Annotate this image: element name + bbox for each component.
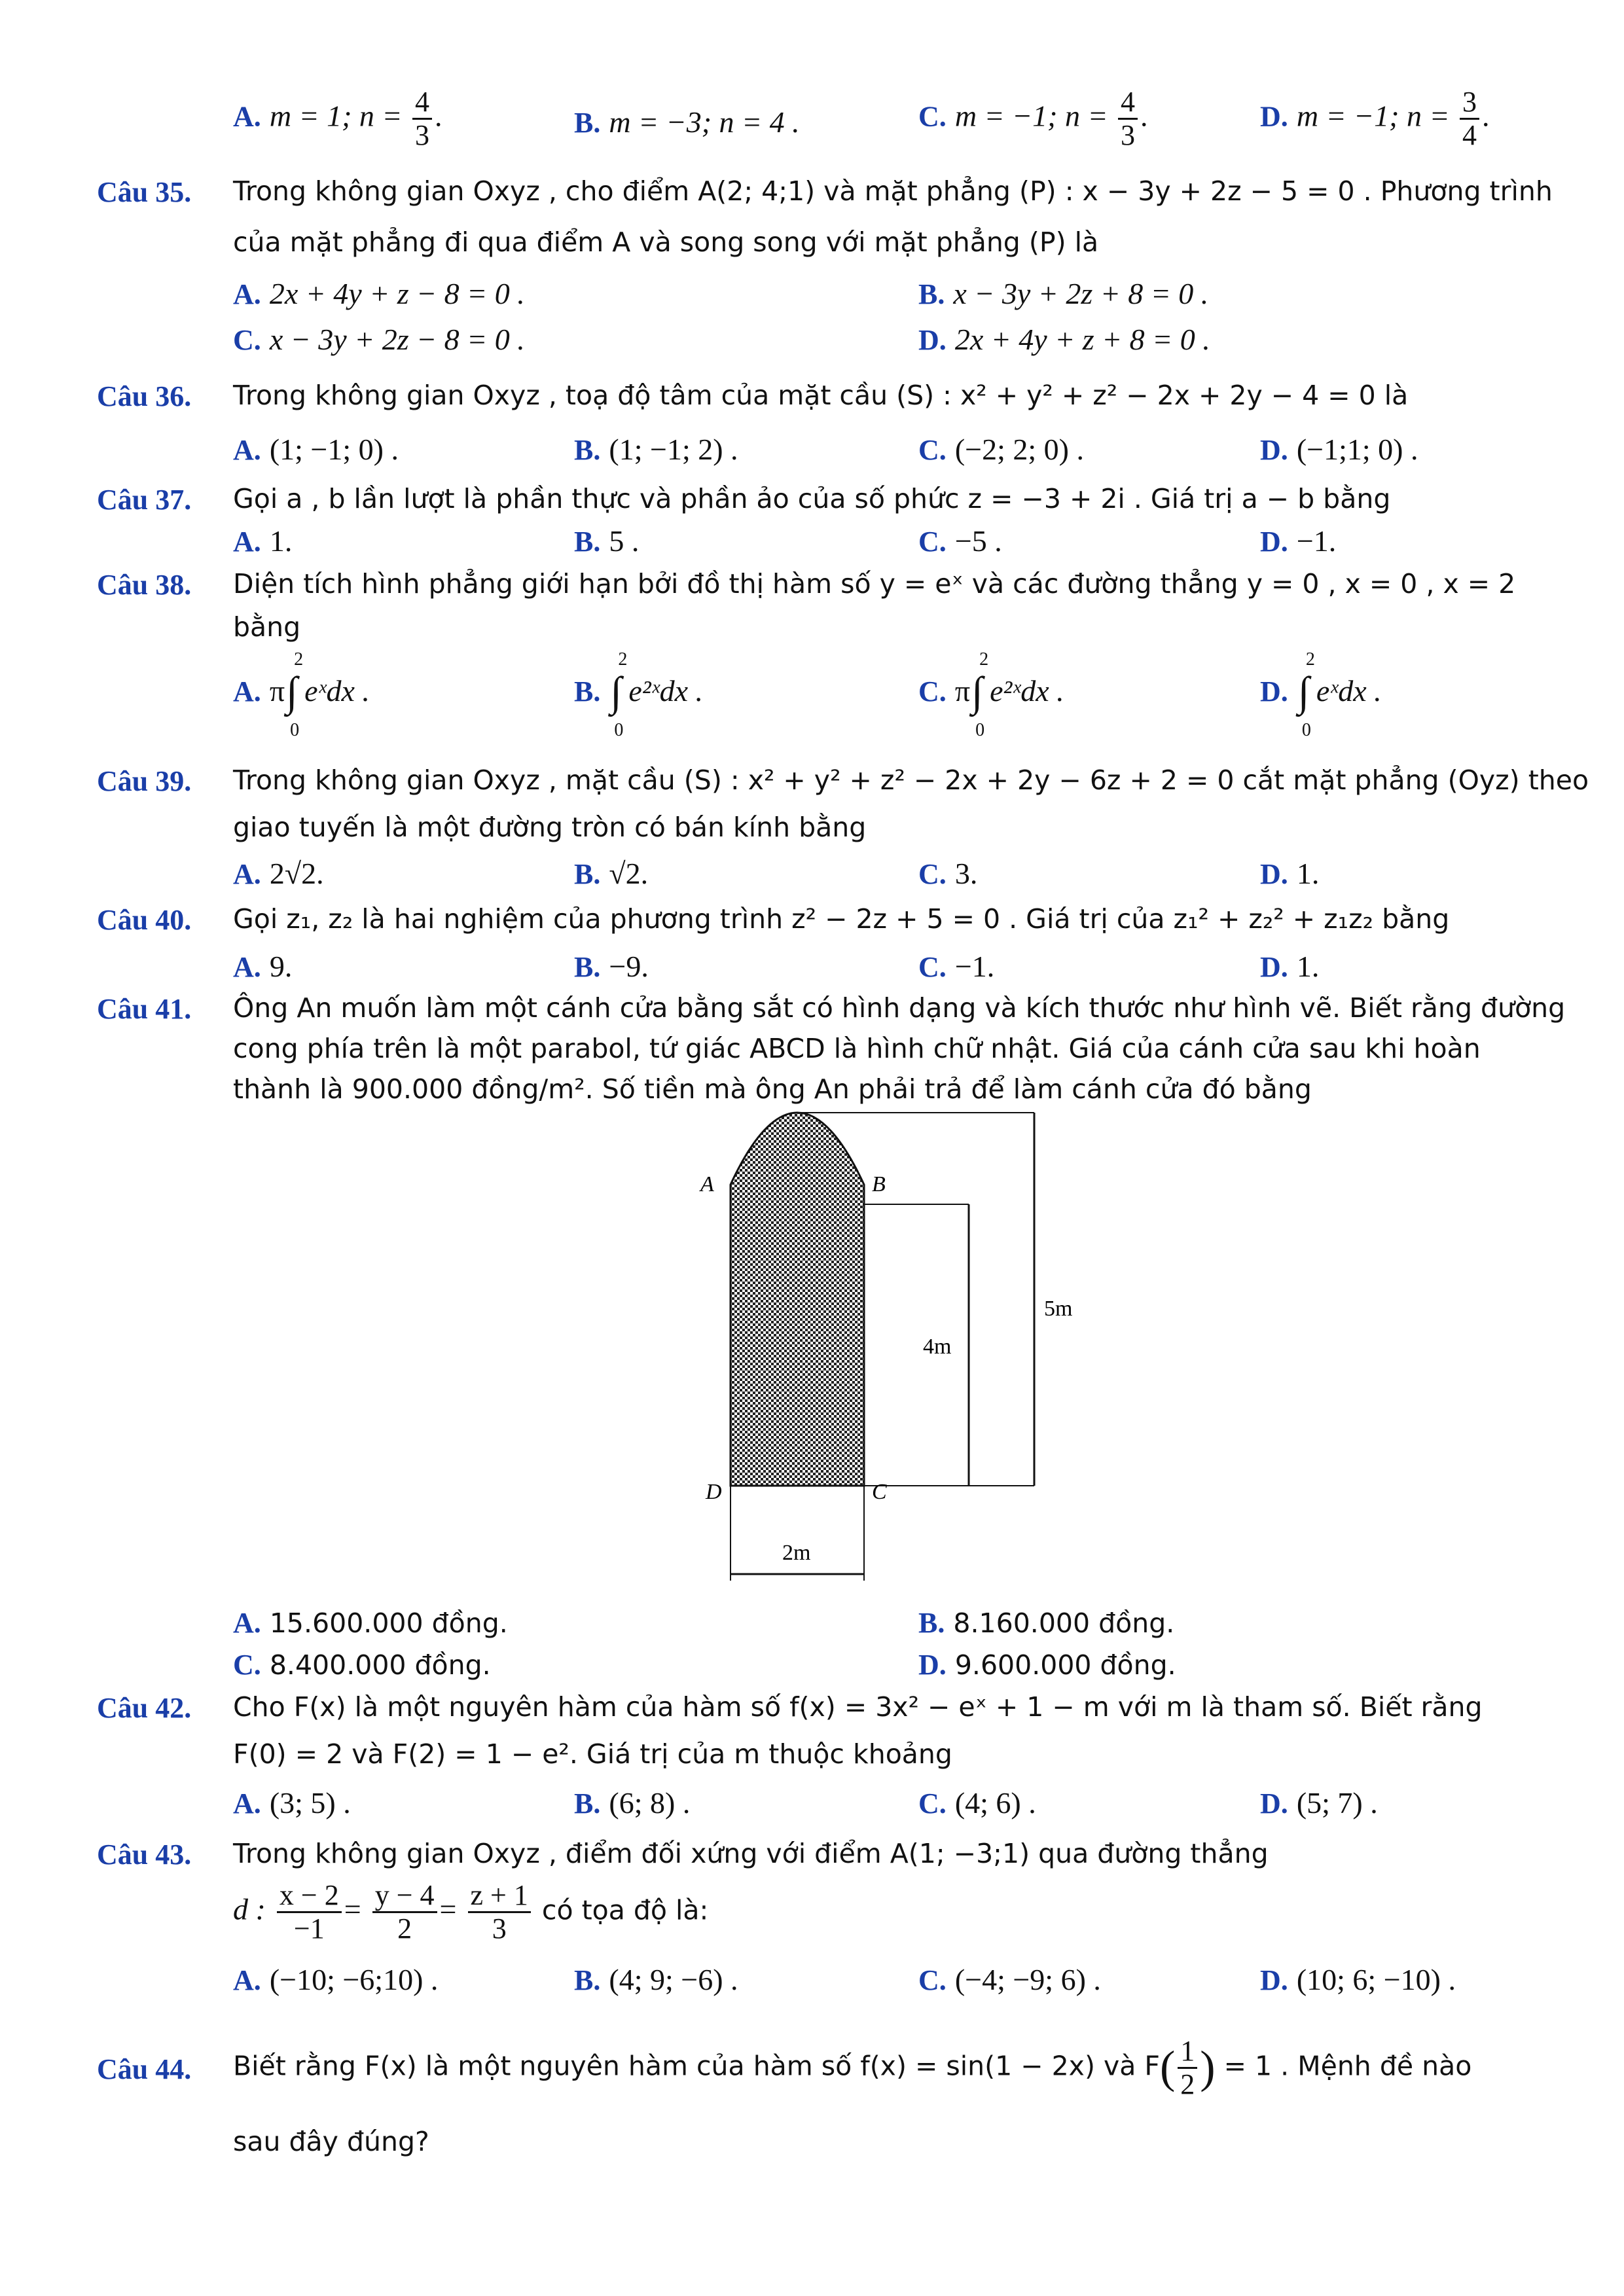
q34-option-c[interactable]: C. m = −1; n = $\frac{4}{3}$ . bbox=[918, 86, 1148, 151]
option-text: 1. bbox=[1296, 950, 1320, 983]
line-name: d : bbox=[233, 1892, 266, 1926]
option-text: 5 . bbox=[609, 524, 640, 558]
door-shape bbox=[731, 1113, 864, 1486]
q40-option-d[interactable] bbox=[1260, 949, 1319, 984]
question-text: F(0) = 2 và F(2) = 1 − e². Giá trị của m thuộc khoảng bbox=[233, 1738, 952, 1770]
option-text: (−1;1; 0) . bbox=[1296, 433, 1418, 466]
question-label: Câu 35. bbox=[97, 176, 192, 208]
line-equation: d : $\frac{x - 2}{-1}$ = $\frac{y - 4}{2}$ = $\frac{z + 1}{3}$ có tọa độ là: bbox=[233, 1879, 709, 1945]
option-label: A. bbox=[233, 1607, 261, 1639]
option-label: D. bbox=[1260, 951, 1288, 983]
option-text: 1. bbox=[1296, 857, 1320, 890]
option-text: √2. bbox=[609, 857, 649, 890]
option-label: B. bbox=[574, 434, 601, 466]
option-label: D. bbox=[1260, 858, 1288, 890]
q34-option-d[interactable]: D. m = −1; n = $\frac{3}{4}$ . bbox=[1260, 86, 1490, 151]
option-text: 1. bbox=[269, 524, 293, 558]
q36-option-d[interactable] bbox=[1260, 432, 1418, 467]
option-label: C. bbox=[233, 324, 261, 356]
q37-option-d[interactable] bbox=[1260, 524, 1336, 558]
option-text: (6; 8) . bbox=[609, 1786, 691, 1820]
q40-option-c[interactable] bbox=[918, 949, 994, 984]
option-text: (10; 6; −10) . bbox=[1296, 1963, 1456, 1996]
option-text: m = −1; n = bbox=[1296, 99, 1457, 133]
option-label: C. bbox=[918, 526, 947, 558]
question-text: Trong không gian Oxyz , toạ độ tâm của mặt cầu (S) : x² + y² + z² − 2x + 2y − 4 = 0 là bbox=[233, 380, 1409, 411]
q41-option-a[interactable] bbox=[233, 1606, 508, 1640]
integral-sign: 2 ∫ 0 bbox=[610, 649, 628, 740]
option-label: C. bbox=[918, 951, 947, 983]
option-text: 2√2. bbox=[269, 857, 324, 890]
option-label: A. bbox=[233, 278, 261, 310]
question-label: Câu 42. bbox=[97, 1692, 192, 1724]
option-label: A. bbox=[233, 100, 261, 133]
option-label: B. bbox=[918, 278, 945, 310]
q35-option-c[interactable] bbox=[233, 322, 525, 357]
option-text: 9. bbox=[269, 950, 293, 983]
q34-option-a[interactable]: A. m = 1; n = $\frac{4}{3}$ . bbox=[233, 86, 442, 151]
option-label: C. bbox=[233, 1649, 261, 1681]
q36-option-b[interactable] bbox=[574, 432, 738, 467]
q37-option-b[interactable] bbox=[574, 524, 639, 558]
option-text: m = −1; n = bbox=[954, 99, 1115, 133]
option-text: eˣdx . bbox=[304, 674, 370, 708]
q40-option-b[interactable] bbox=[574, 949, 649, 984]
option-text: 8.400.000 đồng. bbox=[269, 1649, 491, 1681]
option-label: A. bbox=[233, 434, 261, 466]
option-text: 9.600.000 đồng. bbox=[954, 1649, 1176, 1681]
fraction: $\frac{1}{2}$ bbox=[1178, 2036, 1197, 2100]
option-text: (3; 5) . bbox=[269, 1786, 351, 1820]
option-text: −5 . bbox=[954, 524, 1002, 558]
option-label: B. bbox=[918, 1607, 945, 1639]
option-text: (4; 9; −6) . bbox=[609, 1963, 738, 1996]
option-text: (−10; −6;10) . bbox=[269, 1963, 439, 1996]
option-label: C. bbox=[918, 434, 947, 466]
label-2m: 2m bbox=[782, 1541, 811, 1565]
q36-option-a[interactable] bbox=[233, 432, 399, 467]
q41-option-b[interactable] bbox=[918, 1606, 1174, 1640]
question-label: Câu 37. bbox=[97, 484, 192, 516]
question-label: Câu 39. bbox=[97, 765, 192, 797]
option-label: D. bbox=[1260, 526, 1288, 558]
option-text: (−4; −9; 6) . bbox=[954, 1963, 1101, 1996]
option-label: B. bbox=[574, 951, 601, 983]
option-text: e²ˣdx . bbox=[990, 674, 1064, 708]
point-c-label: C bbox=[872, 1480, 887, 1504]
option-text: −9. bbox=[609, 950, 649, 983]
option-text: 15.600.000 đồng. bbox=[269, 1607, 508, 1639]
q43-option-b[interactable] bbox=[574, 1962, 738, 1997]
integral-sign: 2 ∫ 0 bbox=[286, 649, 304, 740]
question-text: cong phía trên là một parabol, tứ giác ABCD là hình chữ nhật. Giá của cánh cửa sau khi hoàn bbox=[233, 1033, 1481, 1064]
door-figure bbox=[687, 1106, 1106, 1590]
question-text: Cho F(x) là một nguyên hàm của hàm số f(x) = 3x² − eˣ + 1 − m với m là tham số. Biết rằng bbox=[233, 1691, 1483, 1723]
option-text: (1; −1; 2) . bbox=[609, 433, 738, 466]
q43-option-c[interactable] bbox=[918, 1962, 1101, 1997]
option-label: C. bbox=[918, 1964, 947, 1996]
q35-option-d[interactable] bbox=[918, 322, 1210, 357]
option-label: B. bbox=[574, 1787, 601, 1820]
q41-option-c[interactable] bbox=[233, 1648, 491, 1681]
q36-option-c[interactable] bbox=[918, 432, 1084, 467]
question-label: Câu 43. bbox=[97, 1839, 192, 1871]
pi-symbol: π bbox=[954, 674, 971, 708]
question-text: thành là 900.000 đồng/m². Số tiền mà ông An phải trả để làm cánh cửa đó bằng bbox=[233, 1073, 1312, 1105]
option-label: A. bbox=[233, 951, 261, 983]
option-label: D. bbox=[918, 324, 947, 356]
q39-option-a[interactable] bbox=[233, 856, 324, 891]
option-text: 8.160.000 đồng. bbox=[953, 1607, 1175, 1639]
q42-option-a[interactable] bbox=[233, 1785, 351, 1820]
q38-option-a[interactable] bbox=[233, 649, 370, 740]
integral-sign: 2 ∫ 0 bbox=[1297, 649, 1315, 740]
integral-sign: 2 ∫ 0 bbox=[971, 649, 989, 740]
q39-option-c[interactable] bbox=[918, 856, 977, 891]
q39-option-b[interactable] bbox=[574, 856, 648, 891]
question-text: có tọa độ là: bbox=[541, 1894, 709, 1926]
option-text: −1. bbox=[954, 950, 995, 983]
option-text: −1. bbox=[1296, 524, 1337, 558]
question-text: Gọi a , b lần lượt là phần thực và phần ảo của số phức z = −3 + 2i . Giá trị a − b bằng bbox=[233, 483, 1391, 514]
point-b-label: B bbox=[872, 1172, 886, 1196]
option-label: D. bbox=[1260, 675, 1288, 708]
option-text: (4; 6) . bbox=[954, 1786, 1036, 1820]
option-label: B. bbox=[574, 858, 601, 890]
question-text: Diện tích hình phẳng giới hạn bởi đồ thị hàm số y = eˣ và các đường thẳng y = 0 , x = 0 , x = 2 bbox=[233, 568, 1516, 600]
option-label: C. bbox=[918, 100, 947, 133]
q37-option-a[interactable] bbox=[233, 524, 292, 558]
option-label: D. bbox=[1260, 100, 1288, 133]
fraction: $\frac{3}{4}$ bbox=[1460, 86, 1479, 151]
q38-option-c[interactable] bbox=[918, 649, 1064, 740]
option-text: eˣdx . bbox=[1316, 674, 1382, 708]
option-text: (−2; 2; 0) . bbox=[954, 433, 1084, 466]
fraction: $\frac{y - 4}{2}$ bbox=[372, 1880, 437, 1945]
option-label: A. bbox=[233, 675, 261, 708]
q40-option-a[interactable] bbox=[233, 949, 292, 984]
q35-option-b[interactable] bbox=[918, 276, 1208, 311]
q35-option-a[interactable] bbox=[233, 276, 525, 311]
option-text: m = 1; n = bbox=[269, 99, 410, 133]
q42-option-d[interactable] bbox=[1260, 1785, 1378, 1820]
option-label: B. bbox=[574, 526, 601, 558]
option-label: D. bbox=[1260, 1787, 1288, 1820]
question-text: Trong không gian Oxyz , mặt cầu (S) : x² + y² + z² − 2x + 2y − 6z + 2 = 0 cắt mặt phẳng (Oyz) theo bbox=[233, 764, 1589, 796]
option-label: B. bbox=[574, 675, 601, 708]
option-label: A. bbox=[233, 526, 261, 558]
point-d-label: D bbox=[706, 1480, 722, 1504]
q38-option-d[interactable] bbox=[1260, 649, 1382, 740]
option-label: C. bbox=[918, 1787, 947, 1820]
pi-symbol: π bbox=[269, 674, 285, 708]
option-text: 2x + 4y + z − 8 = 0 . bbox=[269, 277, 525, 310]
q43-option-d[interactable] bbox=[1260, 1962, 1456, 1997]
label-5m: 5m bbox=[1044, 1297, 1073, 1321]
question-text: Biết rằng F(x) là một nguyên hàm của hàm số f(x) = sin(1 − 2x) và F( $\frac{1}{2}$ ) = 1 . Mệnh đề nào bbox=[233, 2035, 1472, 2100]
q39-option-d[interactable] bbox=[1260, 856, 1319, 891]
question-label: Câu 44. bbox=[97, 2053, 192, 2085]
q37-option-c[interactable] bbox=[918, 524, 1002, 558]
option-text: x − 3y + 2z − 8 = 0 . bbox=[269, 323, 525, 356]
q42-option-c[interactable] bbox=[918, 1785, 1036, 1820]
q43-option-a[interactable] bbox=[233, 1962, 438, 1997]
q34-option-b[interactable] bbox=[574, 105, 800, 139]
option-label: A. bbox=[233, 1787, 261, 1820]
option-label: D. bbox=[1260, 1964, 1288, 1996]
label-4m: 4m bbox=[923, 1335, 952, 1359]
option-label: C. bbox=[918, 858, 947, 890]
option-label: A. bbox=[233, 1964, 261, 1996]
question-text: bằng bbox=[233, 611, 301, 643]
fraction: $\frac{4}{3}$ bbox=[1118, 86, 1138, 151]
option-text: 3. bbox=[954, 857, 978, 890]
question-text: sau đây đúng? bbox=[233, 2126, 429, 2157]
fraction: $\frac{x - 2}{-1}$ bbox=[277, 1880, 342, 1945]
option-text: 2x + 4y + z + 8 = 0 . bbox=[954, 323, 1210, 356]
question-label: Câu 41. bbox=[97, 993, 192, 1025]
question-label: Câu 36. bbox=[97, 380, 192, 412]
question-text: Gọi z₁, z₂ là hai nghiệm của phương trình z² − 2z + 5 = 0 . Giá trị của z₁² + z₂² + z₁z₂ bằng bbox=[233, 903, 1450, 935]
option-label: B. bbox=[574, 107, 601, 139]
option-label: D. bbox=[1260, 434, 1288, 466]
option-label: B. bbox=[574, 1964, 601, 1996]
option-text: m = −3; n = 4 . bbox=[609, 105, 800, 139]
q38-option-b[interactable] bbox=[574, 649, 704, 740]
option-text: (5; 7) . bbox=[1296, 1786, 1378, 1820]
question-text: giao tuyến là một đường tròn có bán kính bằng bbox=[233, 812, 867, 843]
q42-option-b[interactable] bbox=[574, 1785, 690, 1820]
question-text: của mặt phẳng đi qua điểm A và song song với mặt phẳng (P) là bbox=[233, 226, 1099, 258]
question-text: Ông An muốn làm một cánh cửa bằng sắt có hình dạng và kích thước như hình vẽ. Biết rằng đường bbox=[233, 992, 1566, 1024]
q41-option-d[interactable] bbox=[918, 1648, 1176, 1681]
question-text: Trong không gian Oxyz , cho điểm A(2; 4;1) và mặt phẳng (P) : x − 3y + 2z − 5 = 0 . Phương trình bbox=[233, 175, 1553, 207]
option-text: e²ˣdx . bbox=[628, 674, 704, 708]
point-a-label: A bbox=[700, 1172, 714, 1196]
fraction: $\frac{z + 1}{3}$ bbox=[468, 1880, 531, 1945]
question-label: Câu 38. bbox=[97, 569, 192, 601]
question-text: Trong không gian Oxyz , điểm đối xứng với điểm A(1; −3;1) qua đường thẳng bbox=[233, 1838, 1269, 1869]
option-label: A. bbox=[233, 858, 261, 890]
question-label: Câu 40. bbox=[97, 904, 192, 936]
fraction: $\frac{4}{3}$ bbox=[412, 86, 432, 151]
option-label: C. bbox=[918, 675, 947, 708]
option-label: D. bbox=[918, 1649, 947, 1681]
option-text: (1; −1; 0) . bbox=[269, 433, 399, 466]
option-text: x − 3y + 2z + 8 = 0 . bbox=[953, 277, 1209, 310]
